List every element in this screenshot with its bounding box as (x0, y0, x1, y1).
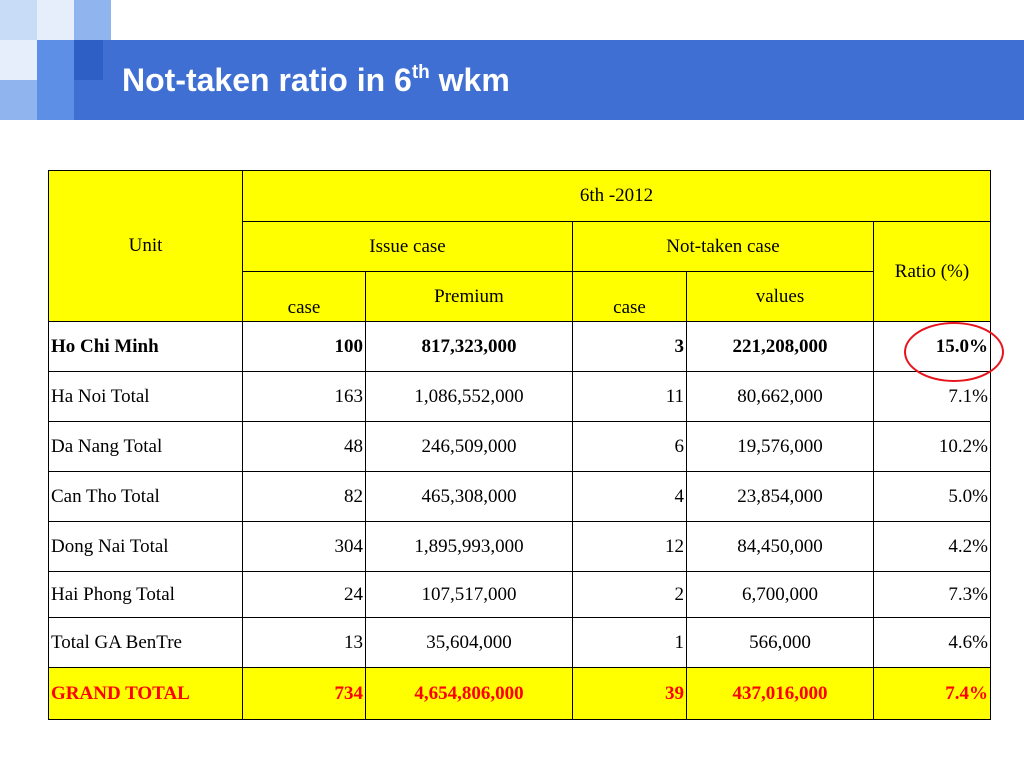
case-cell: 82 (243, 472, 366, 522)
decor-square (0, 80, 37, 120)
ratio-cell: 7.1% (874, 372, 991, 422)
premium-cell: 35,604,000 (366, 618, 573, 668)
nt-case-cell: 11 (573, 372, 687, 422)
title-superscript: th (411, 62, 430, 83)
title-end: wkm (429, 62, 510, 98)
premium-cell: 817,323,000 (366, 322, 573, 372)
ratio-cell: 4.2% (874, 522, 991, 572)
ratio-cell: 10.2% (874, 422, 991, 472)
premium-cell: 465,308,000 (366, 472, 573, 522)
case-cell: 163 (243, 372, 366, 422)
table-row (49, 422, 991, 472)
nt-case-cell: 2 (573, 572, 687, 618)
nt-case-cell: 6 (573, 422, 687, 472)
nt-values-cell: 566,000 (687, 618, 874, 668)
nt-case-cell: 12 (573, 522, 687, 572)
table-row (49, 372, 991, 422)
nt-values-cell: 6,700,000 (687, 572, 874, 618)
ratio-cell: 4.6% (874, 618, 991, 668)
nt-values-cell: 23,854,000 (687, 472, 874, 522)
grand-total-label: GRAND TOTAL (49, 668, 243, 720)
nt-values-cell: 221,208,000 (687, 322, 874, 372)
decor-square (37, 0, 74, 40)
case-cell: 100 (243, 322, 366, 372)
header-row-period (49, 171, 991, 222)
grand-total-row (49, 668, 991, 720)
header-values: values (687, 272, 874, 322)
header-not-taken-case: Not-taken case (573, 222, 874, 272)
table-row (49, 618, 991, 668)
case-cell: 304 (243, 522, 366, 572)
header-period: 6th -2012 (243, 171, 991, 222)
decor-square (74, 40, 103, 80)
not-taken-ratio-table (48, 170, 991, 720)
unit-cell: Total GA BenTre (49, 618, 243, 668)
nt-case-cell: 1 (573, 618, 687, 668)
header-nt-case: case (573, 272, 687, 322)
ratio-cell: 7.3% (874, 572, 991, 618)
decor-square (0, 0, 37, 40)
nt-case-cell: 3 (573, 322, 687, 372)
ratio-cell: 15.0% (874, 322, 991, 372)
decor-square (37, 80, 74, 120)
unit-cell: Can Tho Total (49, 472, 243, 522)
grand-total-ratio: 7.4% (874, 668, 991, 720)
unit-cell: Hai Phong Total (49, 572, 243, 618)
table-row (49, 572, 991, 618)
nt-values-cell: 19,576,000 (687, 422, 874, 472)
nt-values-cell: 80,662,000 (687, 372, 874, 422)
grand-total-case: 734 (243, 668, 366, 720)
header-unit: Unit (49, 171, 243, 322)
title-main: Not-taken ratio in 6 (122, 62, 412, 98)
header-premium: Premium (366, 272, 573, 322)
unit-cell: Ha Noi Total (49, 372, 243, 422)
premium-cell: 1,895,993,000 (366, 522, 573, 572)
table-row (49, 522, 991, 572)
case-cell: 48 (243, 422, 366, 472)
slide-title (122, 64, 510, 96)
header-ratio: Ratio (%) (874, 222, 991, 322)
premium-cell: 1,086,552,000 (366, 372, 573, 422)
decor-square (74, 0, 111, 40)
unit-cell: Dong Nai Total (49, 522, 243, 572)
decor-square (74, 80, 103, 120)
grand-total-premium: 4,654,806,000 (366, 668, 573, 720)
unit-cell: Da Nang Total (49, 422, 243, 472)
table-row (49, 322, 991, 372)
header-issue-case: Issue case (243, 222, 573, 272)
premium-cell: 107,517,000 (366, 572, 573, 618)
table-row (49, 472, 991, 522)
nt-values-cell: 84,450,000 (687, 522, 874, 572)
case-cell: 13 (243, 618, 366, 668)
unit-cell: Ho Chi Minh (49, 322, 243, 372)
decor-square (37, 40, 74, 80)
nt-case-cell: 4 (573, 472, 687, 522)
decor-square (0, 40, 37, 80)
header-case: case (243, 272, 366, 322)
premium-cell: 246,509,000 (366, 422, 573, 472)
grand-total-nt-case: 39 (573, 668, 687, 720)
ratio-cell: 5.0% (874, 472, 991, 522)
grand-total-nt-values: 437,016,000 (687, 668, 874, 720)
case-cell: 24 (243, 572, 366, 618)
